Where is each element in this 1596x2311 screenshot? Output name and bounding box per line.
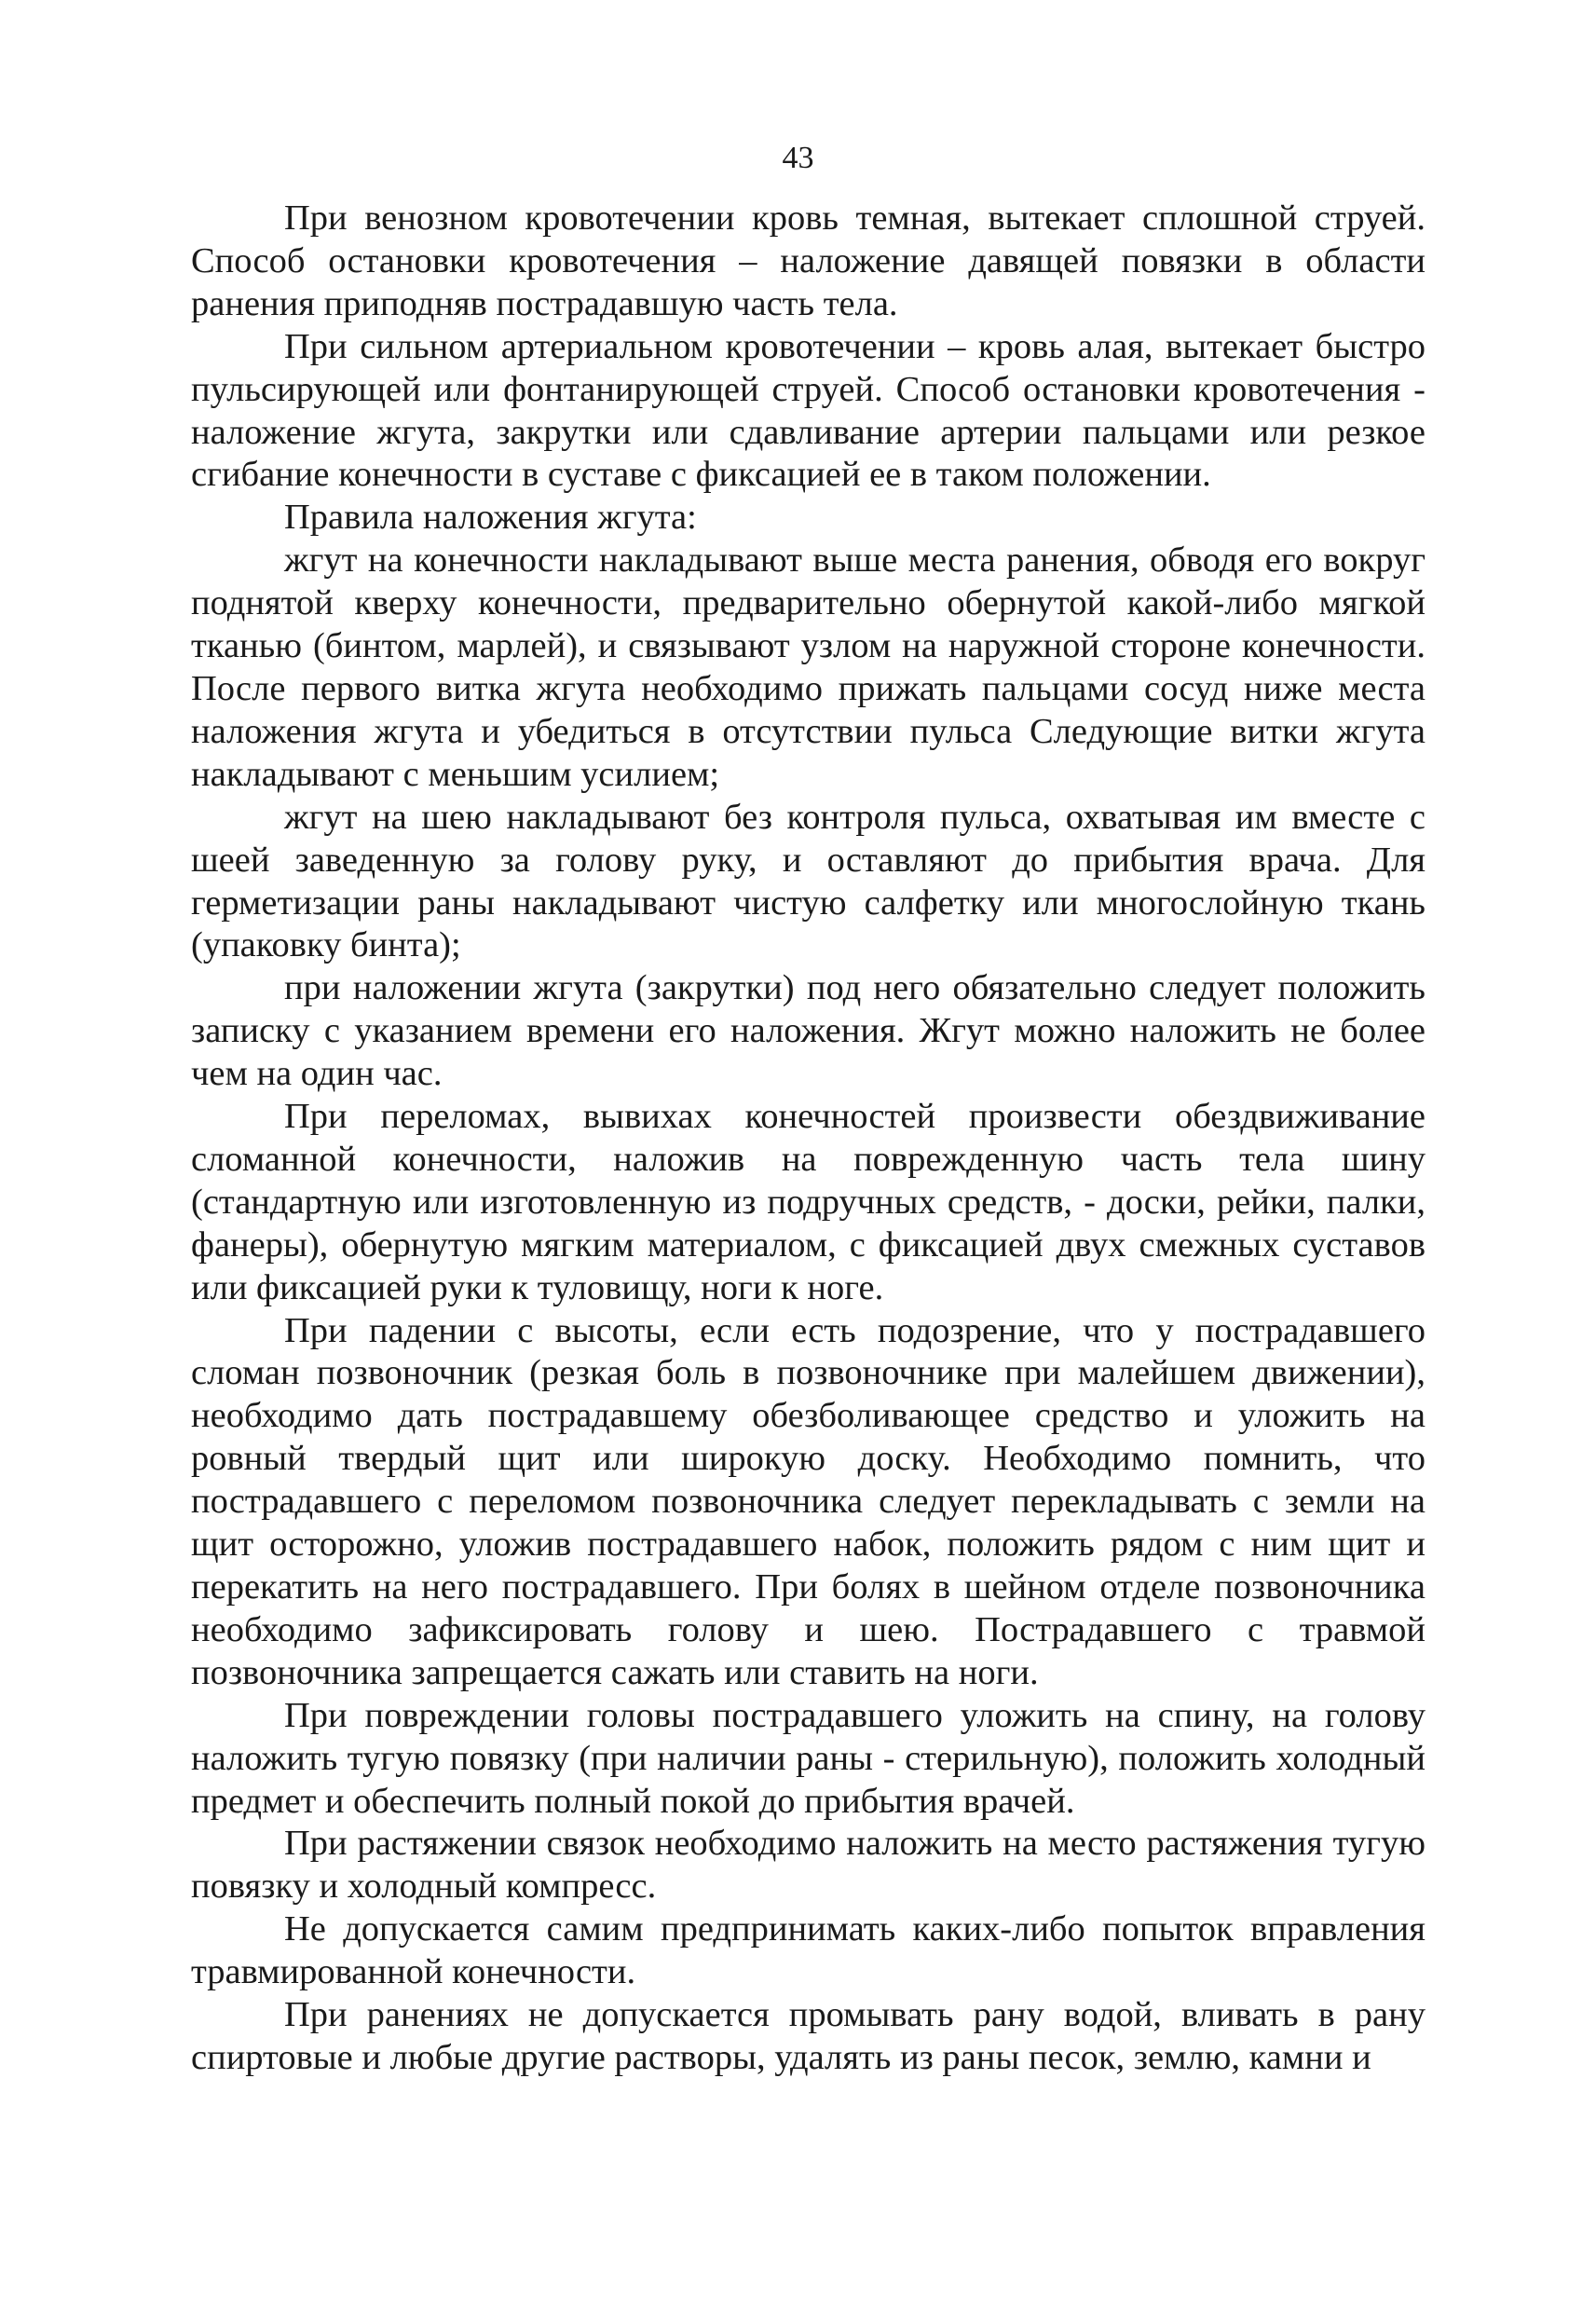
paragraph-no-reduction: Не допускается самим предпринимать каких-либо попыток вправления травмированной конечности. xyxy=(191,1909,1425,1992)
paragraph-wounds: При ранениях не допускается промывать рану водой, вливать в рану спиртовые и любые другие растворы, удалять из раны песок, землю, камни и xyxy=(191,1995,1425,2077)
paragraph-fractures: При переломах, вывихах конечностей произвести обездвиживание сломанной конечности, наложив на поврежденную часть тела шину (стандартную или изготовленную из подручных средств, - доски, рейки, палки, фанеры), обернутую мягким материалом, с фиксацией двух смежных суставов или фиксацией руки к туловищу, ноги к ноге. xyxy=(191,1097,1425,1307)
paragraph-tourniquet-note: при наложении жгута (закрутки) под него обязательно следует положить записку с указанием времени его наложения. Жгут можно наложить не более чем на один час. xyxy=(191,968,1425,1094)
paragraph-fall-spine: При падении с высоты, если есть подозрение, что у пострадавшего сломан позвоночник (резкая боль в позвоночнике при малейшем движении), необходимо дать пострадавшему обезболивающее средство и уложить на ровный твердый щит или широкую доску. Необходимо помнить, что пострадавшего с переломом позвоночника следует перекладывать с земли на щит осторожно, уложив пострадавшего набок, положить рядом с ним щит и перекатить на него пострадавшего. При болях в шейном отделе позвоночника необходимо зафиксировать голову и шею. Пострадавшего с травмой позвоночника запрещается сажать или ставить на ноги. xyxy=(191,1310,1425,1692)
paragraph-tourniquet-rules-heading: Правила наложения жгута: xyxy=(284,498,697,538)
paragraph-tourniquet-neck: жгут на шею накладывают без контроля пульса, охватывая им вместе с шеей заведенную за голову руку, и оставляют до прибытия врача. Для герметизации раны накладывают чистую салфетку или многослойную ткань (упаковку бинта); xyxy=(191,797,1425,965)
paragraph-tourniquet-limb: жгут на конечности накладывают выше места ранения, обводя его вокруг поднятой кверху конечности, предварительно обернутой какой-либо мягкой тканью (бинтом, марлей), и связывают узлом на наружной стороне конечности. После первого витка жгута необходимо прижать пальцами сосуд ниже места наложения жгута и убедиться в отсутствии пульса Следующие витки жгута накладывают с меньшим усилием; xyxy=(191,540,1425,794)
paragraph-head-injury: При повреждении головы пострадавшего уложить на спину, на голову наложить тугую повязку (при наличии раны - стерильную), положить холодный предмет и обеспечить полный покой до прибытия врачей. xyxy=(191,1695,1425,1821)
paragraph-arterial-bleeding: При сильном артериальном кровотечении – кровь алая, вытекает быстро пульсирующей или фонтанирующей струей. Способ остановки кровотечения - наложение жгута, закрутки или сдавливание артерии пальцами или резкое сгибание конечности в суставе с фиксацией ее в таком положении. xyxy=(191,326,1425,495)
paragraph-sprain: При растяжении связок необходимо наложить на место растяжения тугую повязку и холодный компресс. xyxy=(191,1824,1425,1907)
document-body xyxy=(191,198,1425,2080)
page-number: 43 xyxy=(782,141,814,175)
paragraph-venous-bleeding: При венозном кровотечении кровь темная, вытекает сплошной струей. Способ остановки кровотечения – наложение давящей повязки в области ранения приподняв пострадавшую часть тела. xyxy=(191,198,1425,323)
